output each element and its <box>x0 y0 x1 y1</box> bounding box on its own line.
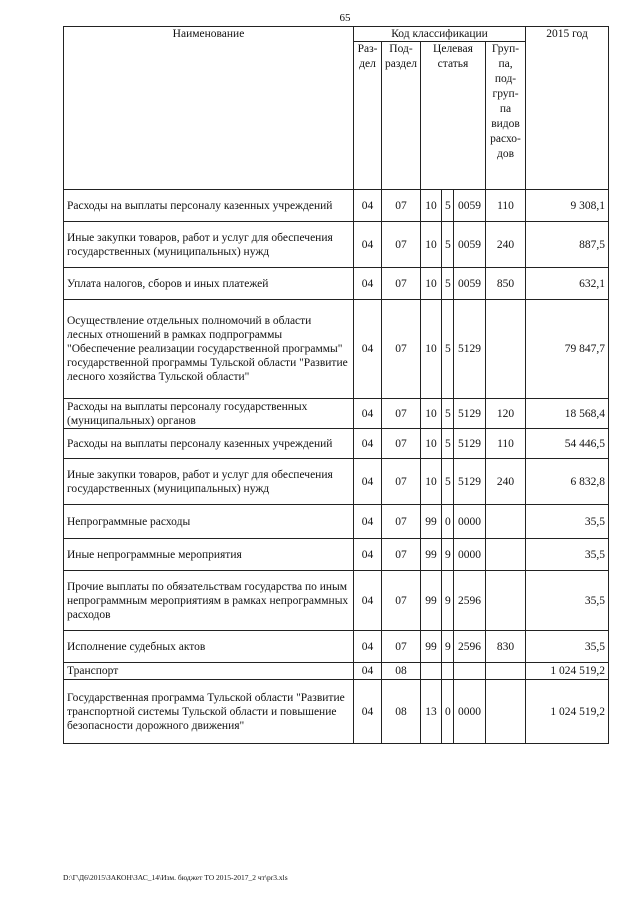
row-name: Осуществление отдельных полномочий в области лесных отношений в рамках подпрограммы "Обеспечение реализации государственной программы" государственной программы Тульской области "Развитие лесного хозяйства Тульской области" <box>64 300 354 399</box>
row-expense-group: 110 <box>486 190 526 222</box>
row-expense-group <box>486 663 526 680</box>
row-target-code: 5129 <box>454 399 486 429</box>
table-row <box>64 399 609 429</box>
row-section: 04 <box>354 539 382 571</box>
header-section: Раз-дел <box>354 42 382 190</box>
row-target-code: 0000 <box>454 539 486 571</box>
row-amount: 9 308,1 <box>526 190 609 222</box>
row-subsection: 08 <box>382 680 421 744</box>
table-row <box>64 631 609 663</box>
row-expense-group: 120 <box>486 399 526 429</box>
row-name: Иные закупки товаров, работ и услуг для обеспечения государственных (муниципальных) нужд <box>64 459 354 505</box>
row-name: Непрограммные расходы <box>64 505 354 539</box>
row-subsection: 07 <box>382 190 421 222</box>
row-target-code: 2596 <box>454 631 486 663</box>
row-target-subprogram: 5 <box>442 222 454 268</box>
row-amount: 35,5 <box>526 505 609 539</box>
header-year: 2015 год <box>526 27 609 190</box>
row-name: Расходы на выплаты персоналу казенных учреждений <box>64 190 354 222</box>
file-path-footer: D:\Г\Д6\2015\ЗАКОН\ЗАС_14\Изм. бюджет ТО 2015-2017_2 чт\pr3.xls <box>63 873 288 882</box>
row-expense-group <box>486 300 526 399</box>
row-amount: 54 446,5 <box>526 429 609 459</box>
row-subsection: 07 <box>382 399 421 429</box>
row-name: Прочие выплаты по обязательствам государства по иным непрограммным мероприятиям в рамках непрограммных расходов <box>64 571 354 631</box>
row-expense-group: 110 <box>486 429 526 459</box>
row-target-subprogram: 5 <box>442 190 454 222</box>
table-row <box>64 571 609 631</box>
row-amount: 79 847,7 <box>526 300 609 399</box>
row-target-subprogram: 9 <box>442 631 454 663</box>
row-target-program: 10 <box>421 222 442 268</box>
row-name: Уплата налогов, сборов и иных платежей <box>64 268 354 300</box>
table-row <box>64 459 609 505</box>
row-target-program: 99 <box>421 571 442 631</box>
row-target-code: 0059 <box>454 190 486 222</box>
table-row <box>64 663 609 680</box>
row-target-code: 5129 <box>454 429 486 459</box>
row-section: 04 <box>354 680 382 744</box>
header-subsection: Под-раздел <box>382 42 421 190</box>
table-row <box>64 429 609 459</box>
row-amount: 1 024 519,2 <box>526 680 609 744</box>
row-expense-group: 850 <box>486 268 526 300</box>
table-row <box>64 222 609 268</box>
row-amount: 6 832,8 <box>526 459 609 505</box>
row-subsection: 08 <box>382 663 421 680</box>
row-target-code: 2596 <box>454 571 486 631</box>
row-subsection: 07 <box>382 571 421 631</box>
row-target-code: 0000 <box>454 505 486 539</box>
row-name: Иные закупки товаров, работ и услуг для обеспечения государственных (муниципальных) нужд <box>64 222 354 268</box>
budget-table <box>63 26 609 744</box>
row-target-program: 10 <box>421 300 442 399</box>
row-name: Иные непрограммные мероприятия <box>64 539 354 571</box>
row-section: 04 <box>354 429 382 459</box>
row-target-program: 10 <box>421 268 442 300</box>
row-amount: 35,5 <box>526 539 609 571</box>
row-target-subprogram: 5 <box>442 429 454 459</box>
row-target-subprogram: 0 <box>442 680 454 744</box>
header-name: Наименование <box>64 27 354 190</box>
row-target-subprogram: 5 <box>442 399 454 429</box>
row-section: 04 <box>354 399 382 429</box>
row-amount: 35,5 <box>526 631 609 663</box>
row-target-subprogram: 5 <box>442 268 454 300</box>
row-section: 04 <box>354 459 382 505</box>
header-target-article: Целевая статья <box>421 42 486 190</box>
row-target-subprogram: 5 <box>442 459 454 505</box>
row-target-program: 99 <box>421 631 442 663</box>
row-target-subprogram: 0 <box>442 505 454 539</box>
row-target-program: 99 <box>421 539 442 571</box>
row-amount: 35,5 <box>526 571 609 631</box>
row-target-subprogram: 9 <box>442 539 454 571</box>
row-section: 04 <box>354 631 382 663</box>
row-subsection: 07 <box>382 459 421 505</box>
row-amount: 887,5 <box>526 222 609 268</box>
row-name: Расходы на выплаты персоналу государственных (муниципальных) органов <box>64 399 354 429</box>
row-subsection: 07 <box>382 539 421 571</box>
row-target-code: 0059 <box>454 222 486 268</box>
row-section: 04 <box>354 663 382 680</box>
row-target-subprogram: 9 <box>442 571 454 631</box>
row-name: Транспорт <box>64 663 354 680</box>
table-row <box>64 268 609 300</box>
row-name: Расходы на выплаты персоналу казенных учреждений <box>64 429 354 459</box>
row-target-code: 5129 <box>454 300 486 399</box>
row-target-program: 10 <box>421 459 442 505</box>
row-target-program: 10 <box>421 429 442 459</box>
table-row <box>64 505 609 539</box>
row-expense-group: 240 <box>486 459 526 505</box>
row-subsection: 07 <box>382 631 421 663</box>
row-section: 04 <box>354 505 382 539</box>
row-subsection: 07 <box>382 300 421 399</box>
row-subsection: 07 <box>382 429 421 459</box>
row-target-code: 0000 <box>454 680 486 744</box>
row-target-program: 13 <box>421 680 442 744</box>
row-amount: 18 568,4 <box>526 399 609 429</box>
row-section: 04 <box>354 190 382 222</box>
row-section: 04 <box>354 268 382 300</box>
row-expense-group <box>486 571 526 631</box>
row-target-subprogram <box>442 663 454 680</box>
header-code-group: Код классификации <box>354 27 526 42</box>
row-subsection: 07 <box>382 505 421 539</box>
row-expense-group: 240 <box>486 222 526 268</box>
row-subsection: 07 <box>382 268 421 300</box>
row-target-program <box>421 663 442 680</box>
row-expense-group: 830 <box>486 631 526 663</box>
table-row <box>64 300 609 399</box>
row-target-code: 0059 <box>454 268 486 300</box>
header-expense-group: Груп-па, под-груп-па видов расхо-дов <box>486 42 526 190</box>
row-section: 04 <box>354 571 382 631</box>
row-target-program: 99 <box>421 505 442 539</box>
row-section: 04 <box>354 222 382 268</box>
row-section: 04 <box>354 300 382 399</box>
row-target-code: 5129 <box>454 459 486 505</box>
table-row <box>64 680 609 744</box>
table-row <box>64 190 609 222</box>
page-number: 65 <box>339 12 351 24</box>
row-target-subprogram: 5 <box>442 300 454 399</box>
row-target-code <box>454 663 486 680</box>
row-name: Исполнение судебных актов <box>64 631 354 663</box>
table-row <box>64 539 609 571</box>
row-expense-group <box>486 539 526 571</box>
row-amount: 1 024 519,2 <box>526 663 609 680</box>
row-target-program: 10 <box>421 190 442 222</box>
row-amount: 632,1 <box>526 268 609 300</box>
row-expense-group <box>486 680 526 744</box>
row-subsection: 07 <box>382 222 421 268</box>
row-name: Государственная программа Тульской области "Развитие транспортной системы Тульской области и повышение безопасности дорожного движения" <box>64 680 354 744</box>
row-target-program: 10 <box>421 399 442 429</box>
row-expense-group <box>486 505 526 539</box>
